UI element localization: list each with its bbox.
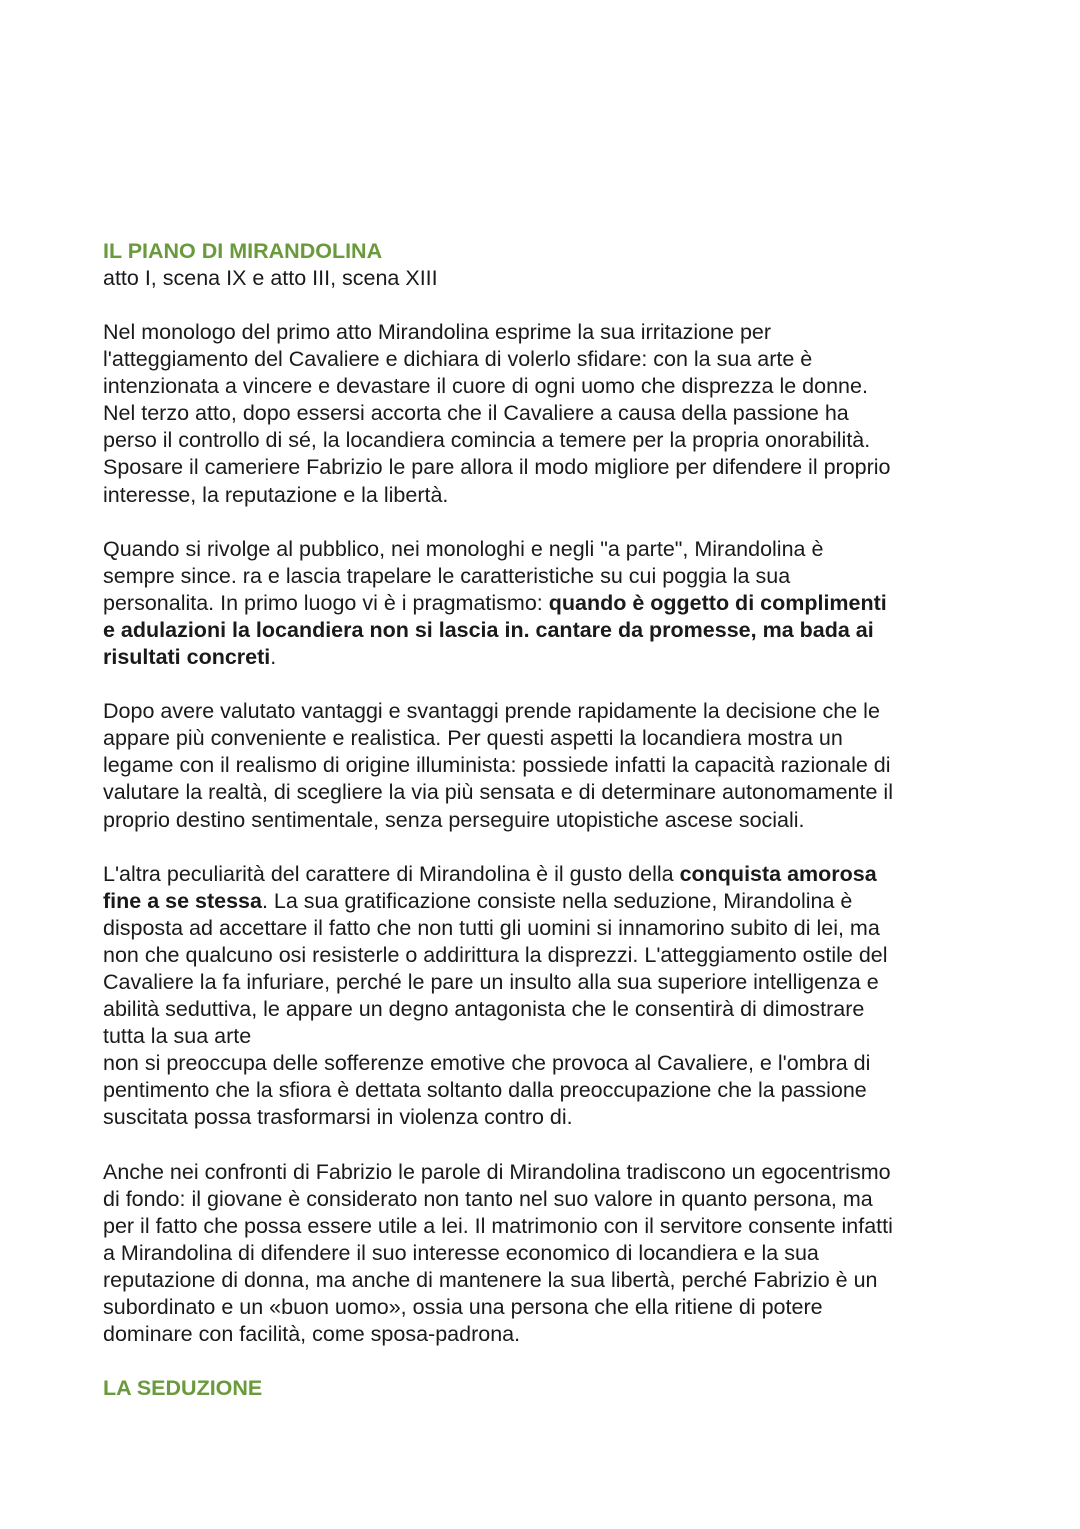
text-run: perso il controllo di sé, la locandiera comincia a temere per la propria onorabilità. <box>103 428 871 453</box>
text-run: reputazione di donna, ma anche di mantenere la sua libertà, perché Fabrizio è un <box>103 1267 878 1292</box>
paragraph-line <box>103 807 983 834</box>
text-run: legame con il realismo di origine illuminista: possiede infatti la capacità razionale di <box>103 753 891 778</box>
text-run: non che qualcuno osi resisterle o addirittura la disprezzi. L'atteggiamento ostile del <box>103 942 888 967</box>
text-run: Dopo avere valutato vantaggi e svantaggi prende rapidamente la decisione che le <box>103 699 880 724</box>
paragraph-line <box>103 1321 983 1348</box>
paragraph <box>103 536 983 671</box>
text-run: non si preoccupa delle sofferenze emotive che provoca al Cavaliere, e l'ombra di <box>103 1051 871 1076</box>
text-run: appare più conveniente e realistica. Per questi aspetti la locandiera mostra un <box>103 726 843 751</box>
text-run: abilità seduttiva, le appare un degno antagonista che le consentirà di dimostrare <box>103 997 865 1022</box>
text-run: suscitata possa trasformarsi in violenza contro di. <box>103 1105 573 1130</box>
bold-text: e adulazioni la locandiera non si lascia in. cantare da promesse, ma bada ai <box>103 617 874 642</box>
text-run: personalita. In primo luogo vi è i pragmatismo: <box>103 590 549 615</box>
text-run: Nel terzo atto, dopo essersi accorta che il Cavaliere a causa della passione ha <box>103 401 849 426</box>
text-run: Cavaliere la fa infuriare, perché le pare un insulto alla sua superiore intelligenza e <box>103 969 879 994</box>
text-run: proprio destino sentimentale, senza perseguire utopistiche ascese sociali. <box>103 807 805 832</box>
paragraph-line <box>103 346 983 373</box>
paragraph-line <box>103 319 983 346</box>
paragraph-line <box>103 698 983 725</box>
bold-text: quando è oggetto di complimenti <box>548 590 887 615</box>
text-run: . <box>270 645 277 670</box>
text-run: di fondo: il giovane è considerato non tanto nel suo valore in quanto persona, ma <box>103 1186 873 1211</box>
paragraph-line <box>103 1267 983 1294</box>
paragraph-line <box>103 427 983 454</box>
section-heading-piano: IL PIANO DI MIRANDOLINA <box>103 239 383 263</box>
text-run: tutta la sua arte <box>103 1024 252 1049</box>
paragraph-line <box>103 536 983 563</box>
paragraph-line <box>103 888 983 915</box>
text-run: sempre since. ra e lascia trapelare le caratteristiche su cui poggia la sua <box>103 563 791 588</box>
paragraph-line <box>103 1240 983 1267</box>
text-run: Quando si rivolge al pubblico, nei monologhi e negli "a parte", Mirandolina è <box>103 536 824 561</box>
paragraph-line <box>103 752 983 779</box>
text-run: l'atteggiamento del Cavaliere e dichiara di volerlo sfidare: con la sua arte è <box>103 347 813 372</box>
paragraph-line <box>103 1186 983 1213</box>
paragraph-line <box>103 400 983 427</box>
paragraph-line <box>103 725 983 752</box>
paragraph-line <box>103 590 983 617</box>
text-run: valutare la realtà, di scegliere la via più sensata e di determinare autonomamente il <box>103 780 893 805</box>
text-run: Sposare il cameriere Fabrizio le pare allora il modo migliore per difendere il proprio <box>103 455 891 480</box>
paragraph-line <box>103 861 983 888</box>
text-run: Anche nei confronti di Fabrizio le parole di Mirandolina tradiscono un egocentrismo <box>103 1159 891 1184</box>
text-run: . La sua gratificazione consiste nella seduzione, Mirandolina è <box>261 888 853 913</box>
paragraph-line <box>103 617 983 644</box>
text-run: interesse, la reputazione e la libertà. <box>103 482 449 507</box>
paragraph-line <box>103 454 983 481</box>
text-run: per il fatto che possa essere utile a lei. Il matrimonio con il servitore consente infatti <box>103 1213 893 1238</box>
paragraph <box>103 319 983 509</box>
paragraph-line <box>103 779 983 806</box>
section-subtitle: atto I, scena IX e atto III, scena XIII <box>103 266 438 290</box>
paragraph <box>103 861 983 1132</box>
text-run: a Mirandolina di difendere il suo interesse economico di locandiera e la sua <box>103 1240 819 1265</box>
paragraph-line <box>103 1104 983 1131</box>
text-run: dominare con facilità, come sposa-padrona. <box>103 1322 521 1347</box>
body-paragraphs <box>103 319 983 1348</box>
paragraph <box>103 698 983 833</box>
section-heading-seduzione: LA SEDUZIONE <box>103 1376 263 1401</box>
text-run: subordinato e un «buon uomo», ossia una persona che ella ritiene di potere <box>103 1295 823 1319</box>
text-run: L'altra peculiarità del carattere di Mirandolina è il gusto della <box>103 861 680 886</box>
bold-text: conquista amorosa <box>679 861 877 886</box>
paragraph-line <box>103 1294 983 1321</box>
document-page <box>103 238 983 1402</box>
paragraph-line <box>103 942 983 969</box>
paragraph-line <box>103 1050 983 1077</box>
paragraph-line <box>103 644 983 671</box>
paragraph-line <box>103 1213 983 1240</box>
paragraph-line <box>103 1077 983 1104</box>
paragraph-line <box>103 915 983 942</box>
bold-text: fine a se stessa <box>103 888 262 913</box>
paragraph <box>103 1159 983 1349</box>
text-run: intenzionata a vincere e devastare il cuore di ogni uomo che disprezza le donne. <box>103 374 868 399</box>
bold-text: risultati concreti <box>103 645 271 670</box>
text-run: Nel monologo del primo atto Mirandolina esprime la sua irritazione per <box>103 320 772 344</box>
paragraph-line <box>103 969 983 996</box>
paragraph-line <box>103 1159 983 1186</box>
paragraph-line <box>103 482 983 509</box>
paragraph-line <box>103 563 983 590</box>
paragraph-line <box>103 1023 983 1050</box>
paragraph-line <box>103 996 983 1023</box>
text-run: pentimento che la sfiora è dettata soltanto dalla preoccupazione che la passione <box>103 1078 867 1103</box>
paragraph-line <box>103 373 983 400</box>
text-run: disposta ad accettare il fatto che non tutti gli uomini si innamorino subito di lei, ma <box>103 915 880 940</box>
